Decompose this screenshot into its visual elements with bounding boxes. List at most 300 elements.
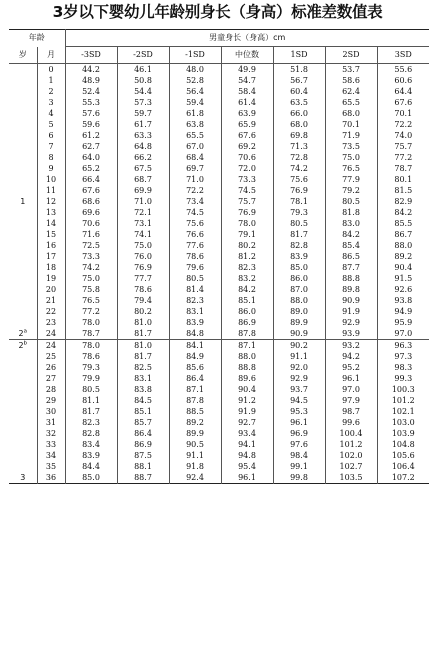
year-cell [9,64,37,76]
value-cell: 67.0 [169,141,221,152]
year-value: 1 [20,197,26,206]
year-cell [9,428,37,439]
table-row [9,384,429,395]
value-cell: 90.9 [325,295,377,306]
value-cell: 85.7 [117,417,169,428]
value-cell: 44.2 [65,64,117,76]
value-cell: 82.3 [221,262,273,273]
value-cell: 61.2 [65,130,117,141]
value-cell: 77.9 [325,174,377,185]
value-cell: 69.8 [273,130,325,141]
value-cell: 103.5 [325,472,377,484]
month-cell: 20 [37,284,65,295]
year-cell [9,108,37,119]
year-cell [9,328,37,340]
value-cell: 88.7 [117,472,169,484]
value-cell: 86.5 [325,251,377,262]
value-cell: 86.4 [169,373,221,384]
value-cell: 69.2 [221,141,273,152]
value-cell: 59.6 [65,119,117,130]
value-cell: 74.2 [65,262,117,273]
value-cell: 95.3 [273,406,325,417]
value-cell: 92.6 [394,285,413,294]
value-cell: 89.8 [325,284,377,295]
value-cell: 84.2 [325,229,377,240]
value-cell: 91.1 [169,450,221,461]
value-cell: 66.2 [117,152,169,163]
value-cell: 78.6 [65,351,117,362]
year-value: 2 [18,341,24,350]
year-cell [9,273,37,284]
value-cell: 70.6 [65,218,117,229]
value-cell: 92.9 [325,317,377,328]
measure-group-header: 男童身长（身高）cm [65,30,429,47]
value-cell: 77.2 [65,306,117,317]
month-cell: 18 [37,262,65,273]
value-cell: 84.5 [117,395,169,406]
table-row [9,185,429,196]
month-cell: 25 [37,351,65,362]
value-cell: 55.6 [394,65,413,74]
month-cell: 15 [37,229,65,240]
table-row [9,428,429,439]
value-cell: 96.1 [273,417,325,428]
table-row [9,218,429,229]
value-cell: 46.1 [117,64,169,76]
value-cell: 78.6 [169,251,221,262]
value-cell: 73.5 [325,141,377,152]
value-cell: 84.8 [169,328,221,340]
value-cell: 78.1 [273,196,325,207]
month-cell: 22 [37,306,65,317]
value-cell: 67.6 [221,130,273,141]
value-cell: 99.1 [273,461,325,472]
value-cell: 68.7 [117,174,169,185]
table-row [9,395,429,406]
value-cell: 65.5 [325,97,377,108]
value-cell: 88.0 [221,351,273,362]
table-row [9,306,429,317]
year-cell [9,218,37,229]
table-row [9,174,429,185]
table-row [9,130,429,141]
value-cell: 89.2 [169,417,221,428]
value-cell: 80.5 [325,196,377,207]
year-cell [9,284,37,295]
value-cell: 100.4 [325,428,377,439]
year-cell [9,207,37,218]
value-cell: 80.2 [117,306,169,317]
year-cell [9,119,37,130]
value-cell: 88.0 [273,295,325,306]
value-cell: 81.8 [325,207,377,218]
value-cell: 94.5 [273,395,325,406]
value-cell: 79.9 [65,373,117,384]
value-cell: 78.7 [394,164,413,173]
value-cell: 96.3 [394,341,413,350]
month-cell: 16 [37,240,65,251]
table-row [9,196,429,207]
table-row [9,229,429,240]
year-cell [9,306,37,317]
table-row [9,207,429,218]
value-cell: 95.4 [221,461,273,472]
value-cell: 69.6 [65,207,117,218]
year-cell [9,340,37,352]
table-row [9,141,429,152]
value-cell: 85.4 [325,240,377,251]
value-cell: 74.1 [117,229,169,240]
month-cell: 13 [37,207,65,218]
value-cell: 91.2 [221,395,273,406]
value-cell: 80.5 [169,273,221,284]
value-cell: 88.8 [221,362,273,373]
value-cell: 72.2 [169,185,221,196]
value-cell: 87.7 [325,262,377,273]
value-cell: 97.9 [325,395,377,406]
value-cell: 74.5 [169,207,221,218]
value-cell: 95.2 [325,362,377,373]
value-cell: 88.0 [394,241,413,250]
value-cell: 83.2 [221,273,273,284]
year-cell [9,130,37,141]
value-cell: 87.8 [221,328,273,340]
value-cell: 50.8 [117,75,169,86]
value-cell: 68.0 [273,119,325,130]
value-cell: 96.1 [221,472,273,484]
value-cell: 85.5 [394,219,413,228]
value-cell: 81.7 [65,406,117,417]
month-cell: 29 [37,395,65,406]
value-cell: 89.9 [273,317,325,328]
sd-column-header: -1SD [169,47,221,64]
value-cell: 72.1 [117,207,169,218]
value-cell: 101.2 [325,439,377,450]
table-row [9,152,429,163]
month-cell: 30 [37,406,65,417]
month-cell: 21 [37,295,65,306]
value-cell: 91.9 [221,406,273,417]
value-cell: 80.5 [273,218,325,229]
value-cell: 67.5 [117,163,169,174]
value-cell: 70.6 [221,152,273,163]
value-cell: 76.0 [117,251,169,262]
month-cell: 2 [37,86,65,97]
value-cell: 87.0 [273,284,325,295]
value-cell: 74.0 [394,131,413,140]
sd-column-header: 1SD [273,47,325,64]
value-cell: 76.9 [221,207,273,218]
year-cell [9,417,37,428]
value-cell: 78.0 [221,218,273,229]
month-cell: 24 [37,340,65,352]
value-cell: 87.5 [117,450,169,461]
year-value: 3 [20,473,26,482]
month-cell: 1 [37,75,65,86]
value-cell: 83.0 [325,218,377,229]
month-cell: 34 [37,450,65,461]
table-row [9,262,429,273]
value-cell: 69.7 [169,163,221,174]
value-cell: 73.4 [169,196,221,207]
value-cell: 76.5 [325,163,377,174]
value-cell: 48.9 [65,75,117,86]
year-cell [9,251,37,262]
value-cell: 76.6 [169,229,221,240]
value-cell: 107.2 [391,473,415,482]
table-row [9,284,429,295]
value-cell: 84.4 [65,461,117,472]
table-row [9,472,429,484]
value-cell: 102.0 [325,450,377,461]
year-cell [9,395,37,406]
value-cell: 105.6 [391,451,415,460]
value-cell: 80.5 [65,384,117,395]
value-cell: 77.6 [169,240,221,251]
value-cell: 59.4 [169,97,221,108]
month-cell: 5 [37,119,65,130]
value-cell: 85.6 [169,362,221,373]
value-cell: 80.2 [221,240,273,251]
value-cell: 104.8 [391,440,415,449]
value-cell: 53.7 [325,64,377,76]
value-cell: 70.1 [394,109,413,118]
year-cell [9,472,37,484]
table-row [9,417,429,428]
value-cell: 57.6 [65,108,117,119]
value-cell: 83.9 [169,317,221,328]
value-cell: 79.4 [117,295,169,306]
table-row [9,362,429,373]
value-cell: 62.7 [65,141,117,152]
table-row [9,317,429,328]
value-cell: 82.8 [65,428,117,439]
value-cell: 97.3 [394,352,413,361]
value-cell: 63.8 [169,119,221,130]
month-cell: 19 [37,273,65,284]
month-cell: 3 [37,97,65,108]
value-cell: 81.1 [65,395,117,406]
table-row [9,240,429,251]
value-cell: 79.2 [325,185,377,196]
value-cell: 54.4 [117,86,169,97]
value-cell: 90.4 [221,384,273,395]
year-value: 2 [18,329,24,338]
value-cell: 86.0 [273,273,325,284]
month-cell: 6 [37,130,65,141]
length-sd-table [9,29,429,484]
page-title: 3岁以下婴幼儿年龄别身长（身高）标准差数值表 [52,3,383,21]
month-cell: 33 [37,439,65,450]
value-cell: 92.0 [273,362,325,373]
value-cell: 96.9 [273,428,325,439]
value-cell: 87.1 [169,384,221,395]
table-row [9,351,429,362]
value-cell: 83.9 [273,251,325,262]
value-cell: 71.6 [65,229,117,240]
value-cell: 98.3 [394,363,413,372]
month-cell: 4 [37,108,65,119]
value-cell: 72.0 [221,163,273,174]
table-row [9,64,429,76]
table-row [9,251,429,262]
value-cell: 86.0 [221,306,273,317]
value-cell: 84.2 [394,208,413,217]
value-cell: 78.0 [65,340,117,352]
value-cell: 67.6 [65,185,117,196]
value-cell: 64.8 [117,141,169,152]
value-cell: 82.3 [169,295,221,306]
value-cell: 78.7 [65,328,117,340]
month-column-header: 月 [37,47,65,64]
value-cell: 83.1 [117,373,169,384]
month-cell: 28 [37,384,65,395]
value-cell: 81.0 [117,317,169,328]
value-cell: 66.0 [273,108,325,119]
value-cell: 79.1 [221,229,273,240]
value-cell: 94.9 [394,307,413,316]
value-cell: 98.4 [273,450,325,461]
year-cell [9,196,37,207]
value-cell: 89.6 [221,373,273,384]
value-cell: 58.4 [221,86,273,97]
value-cell: 100.3 [391,385,415,394]
value-cell: 97.0 [325,384,377,395]
value-cell: 62.4 [325,86,377,97]
year-cell [9,295,37,306]
value-cell: 84.1 [169,340,221,352]
value-cell: 55.3 [65,97,117,108]
year-cell [9,317,37,328]
value-cell: 86.9 [221,317,273,328]
value-cell: 82.3 [65,417,117,428]
month-cell: 27 [37,373,65,384]
value-cell: 99.8 [273,472,325,484]
value-cell: 76.5 [65,295,117,306]
value-cell: 75.8 [65,284,117,295]
value-cell: 66.4 [65,174,117,185]
year-cell [9,75,37,86]
value-cell: 93.2 [325,340,377,352]
value-cell: 91.9 [325,306,377,317]
value-cell: 101.2 [391,396,415,405]
value-cell: 73.3 [65,251,117,262]
value-cell: 91.8 [169,461,221,472]
year-cell [9,174,37,185]
value-cell: 97.6 [273,439,325,450]
value-cell: 58.6 [325,75,377,86]
value-cell: 73.1 [117,218,169,229]
month-cell: 32 [37,428,65,439]
value-cell: 96.1 [325,373,377,384]
value-cell: 74.2 [273,163,325,174]
value-cell: 90.2 [273,340,325,352]
value-cell: 65.2 [65,163,117,174]
value-cell: 60.4 [273,86,325,97]
month-cell: 14 [37,218,65,229]
value-cell: 94.8 [221,450,273,461]
table-row [9,450,429,461]
value-cell: 63.5 [273,97,325,108]
table-body [9,64,429,484]
value-cell: 79.6 [169,262,221,273]
value-cell: 72.5 [65,240,117,251]
value-cell: 75.7 [394,142,413,151]
table-row [9,97,429,108]
year-cell [9,229,37,240]
month-cell: 11 [37,185,65,196]
age-group-header: 年龄 [9,30,65,47]
value-cell: 72.2 [394,120,413,129]
value-cell: 52.8 [169,75,221,86]
month-cell: 36 [37,472,65,484]
year-footnote-mark: b [23,340,28,347]
value-cell: 82.9 [394,197,413,206]
table-row [9,340,429,352]
value-cell: 92.9 [273,373,325,384]
sd-column-header: -2SD [117,47,169,64]
table-row [9,373,429,384]
sd-column-header: 2SD [325,47,377,64]
month-cell: 8 [37,152,65,163]
value-cell: 61.8 [169,108,221,119]
value-cell: 89.2 [394,252,413,261]
value-cell: 95.9 [394,318,413,327]
value-cell: 78.6 [117,284,169,295]
table-row [9,75,429,86]
year-cell [9,152,37,163]
value-cell: 89.0 [273,306,325,317]
value-cell: 49.9 [221,64,273,76]
year-cell [9,86,37,97]
table-row [9,86,429,97]
value-cell: 68.4 [169,152,221,163]
month-cell: 26 [37,362,65,373]
value-cell: 68.6 [65,196,117,207]
table-row [9,163,429,174]
value-cell: 99.3 [394,374,413,383]
year-cell [9,185,37,196]
value-cell: 82.5 [117,362,169,373]
month-cell: 9 [37,163,65,174]
value-cell: 85.0 [65,472,117,484]
value-cell: 65.9 [221,119,273,130]
year-cell [9,141,37,152]
table-row [9,273,429,284]
value-cell: 94.1 [221,439,273,450]
table-row [9,295,429,306]
value-cell: 63.3 [117,130,169,141]
value-cell: 85.0 [273,262,325,273]
month-cell: 12 [37,196,65,207]
value-cell: 83.4 [65,439,117,450]
value-cell: 71.9 [325,130,377,141]
value-cell: 64.4 [394,87,413,96]
value-cell: 51.8 [273,64,325,76]
sd-column-header: -3SD [65,47,117,64]
sd-column-header: 中位数 [221,47,273,64]
value-cell: 76.9 [117,262,169,273]
value-cell: 67.6 [394,98,413,107]
value-cell: 75.0 [65,273,117,284]
value-cell: 91.5 [394,274,413,283]
table-row [9,119,429,130]
value-cell: 48.0 [169,64,221,76]
value-cell: 54.7 [221,75,273,86]
value-cell: 93.8 [394,296,413,305]
value-cell: 81.4 [169,284,221,295]
value-cell: 81.0 [117,340,169,352]
